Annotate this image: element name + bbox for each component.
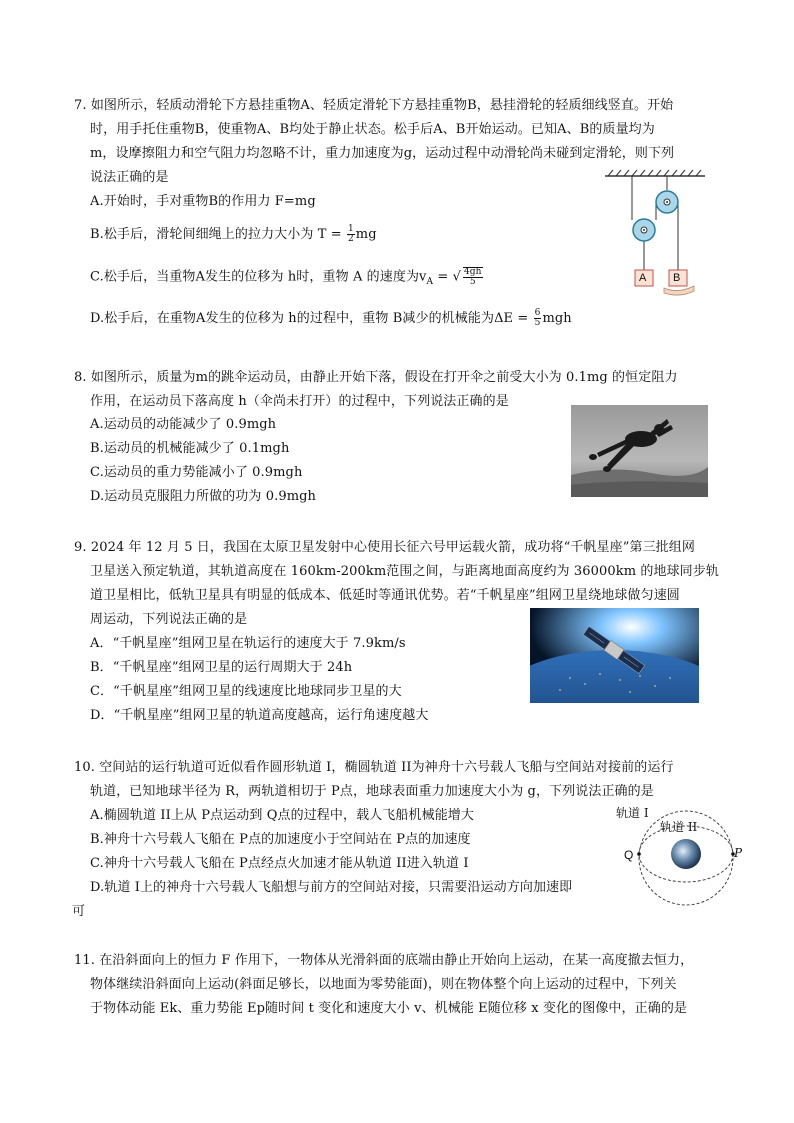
q11-line-1: 11. 在沿斜面向上的恒力 F 作用下，一物体从光滑斜面的底端由静止开始向上运动，在某一高度撤去恒力， <box>74 953 694 968</box>
q10-option-d: D.轨道 I上的神舟十六号载人飞船想与前方的空间站对接，只需要沿运动方向加速即 <box>90 880 573 895</box>
q9-line-1: 9. 2024 年 12 月 5 日，我国在太原卫星发射中心使用长征六号甲运载火箭，成功将“千帆星座”第三批组网 <box>74 540 695 555</box>
q8-option-b: B.运动员的机械能减少了 0.1mgh <box>90 441 290 456</box>
q8-option-c: C.运动员的重力势能减小了 0.9mgh <box>90 465 303 480</box>
q9-option-c: C．“千帆星座”组网卫星的线速度比地球同步卫星的大 <box>90 684 402 699</box>
q9-option-b: B．“千帆星座”组网卫星的运行周期大于 24h <box>90 660 353 675</box>
q7-option-d-unit: mgh <box>542 311 572 326</box>
q7-option-c-text: C.松手后，当重物A发生的位移为 h时，重物 A 的速度为v <box>90 269 427 285</box>
q7-option-b-text: B.松手后，滑轮间细绳上的拉力大小为 T = <box>90 227 346 242</box>
weight-b-label: B <box>673 272 681 284</box>
hand-icon <box>664 286 694 295</box>
earth-icon <box>671 839 701 869</box>
q7-option-b-fraction <box>347 225 355 244</box>
q9-option-d: D．“千帆星座”组网卫星的轨道高度越高，运行角速度越大 <box>90 708 429 723</box>
fraction-numerator: 6 <box>534 308 541 318</box>
point-p-label: P <box>734 846 743 860</box>
q7-line-4: 说法正确的是 <box>90 170 169 185</box>
fraction-numerator: 1 <box>347 224 354 234</box>
q10-line-1: 10. 空间站的运行轨道可近似看作圆形轨道 I，椭圆轨道 II为神舟十六号载人飞船与空间站对接前的运行 <box>74 760 674 775</box>
point-q-dot <box>637 852 641 856</box>
q7-option-d <box>90 309 572 328</box>
pulley-diagram <box>600 168 710 298</box>
weight-a-label: A <box>639 272 647 284</box>
q7-option-d-fraction <box>534 309 542 328</box>
q10-option-d-cont: 可 <box>72 904 86 919</box>
q7-line-1: 7. 如图所示，轻质动滑轮下方悬挂重物A、轻质定滑轮下方悬挂重物B，悬挂滑轮的轻质细线竖直。开始 <box>74 98 674 113</box>
q9-line-4: 周运动，下列说法正确的是 <box>90 612 248 627</box>
q9-option-a: A．“千帆星座”组网卫星在轨运行的速度大于 7.9km/s <box>90 636 406 651</box>
sqrt-sign-icon: √ <box>452 269 461 285</box>
q7-option-c-subscript: A <box>426 277 434 288</box>
point-q-label: Q <box>624 848 634 862</box>
fraction-denominator: 5 <box>534 318 541 328</box>
satellite-earth-photo <box>530 608 699 703</box>
q7-option-a: A.开始时，手对重物B的作用力 F=mg <box>90 194 316 209</box>
q7-option-d-text: D.松手后，在重物A发生的位移为 h的过程中，重物 B减少的机械能为ΔE = <box>90 311 533 326</box>
orbit-1-label: 轨道 I <box>616 806 649 820</box>
q7-line-3: m，设摩擦阻力和空气阻力均忽略不计，重力加速度为g，运动过程中动滑轮尚未碰到定滑轮，则下列 <box>90 146 675 161</box>
skydiver-photo <box>571 405 708 497</box>
q11-line-3: 于物体动能 Ek、重力势能 Ep随时间 t 变化和速度大小 v、机械能 E随位移 x 变化的图像中，正确的是 <box>90 1001 688 1016</box>
q8-option-d: D.运动员克服阻力所做的功为 0.9mgh <box>90 489 317 504</box>
fraction-numerator: 4gh <box>463 267 482 277</box>
q9-line-2: 卫星送入预定轨道，其轨道高度在 160km-200km范围之间，与距离地面高度约为 36000km 的地球同步轨 <box>90 564 719 579</box>
q7-option-b-unit: mg <box>355 227 377 242</box>
q10-option-b: B.神舟十六号载人飞船在 P点的加速度小于空间站在 P点的加速度 <box>90 832 471 847</box>
q7-line-2: 时，用手托住重物B，使重物A、B均处于静止状态。松手后A、B开始运动。已知A、B的质量均为 <box>90 122 655 137</box>
q7-option-c-equals: = <box>433 269 453 285</box>
q7-option-b <box>90 225 377 244</box>
q10-option-a: A.椭圆轨道 II上从 P点运动到 Q点的过程中，载人飞船机械能增大 <box>90 808 474 823</box>
q9-line-3: 道卫星相比，低轨卫星具有明显的低成本、低延时等通讯优势。若“千帆星座”组网卫星绕地球做匀速圆 <box>90 588 680 603</box>
orbit-2-label: 轨道 II <box>660 820 698 834</box>
q10-line-2: 轨道，已知地球半径为 R，两轨道相切于 P点，地球表面重力加速度大小为 g，下列说法正确的是 <box>90 784 654 799</box>
q8-option-a: A.运动员的动能减少了 0.9mgh <box>90 417 277 432</box>
q7-option-c <box>90 267 483 291</box>
fraction-denominator: 2 <box>347 234 354 244</box>
q8-line-2: 作用，在运动员下落高度 h（伞尚未打开）的过程中，下列说法正确的是 <box>90 394 509 409</box>
q11-line-2: 物体继续沿斜面向上运动(斜面足够长，以地面为零势能面)，则在物体整个向上运动的过程中，下列关 <box>90 977 677 992</box>
q10-option-c: C.神舟十六号载人飞船在 P点经点火加速才能从轨道 II进入轨道 I <box>90 856 469 871</box>
fraction-denominator: 5 <box>469 277 476 287</box>
q8-line-1: 8. 如图所示，质量为m的跳伞运动员，由静止开始下落，假设在打开伞之前受大小为 0.1mg 的恒定阻力 <box>74 370 678 385</box>
